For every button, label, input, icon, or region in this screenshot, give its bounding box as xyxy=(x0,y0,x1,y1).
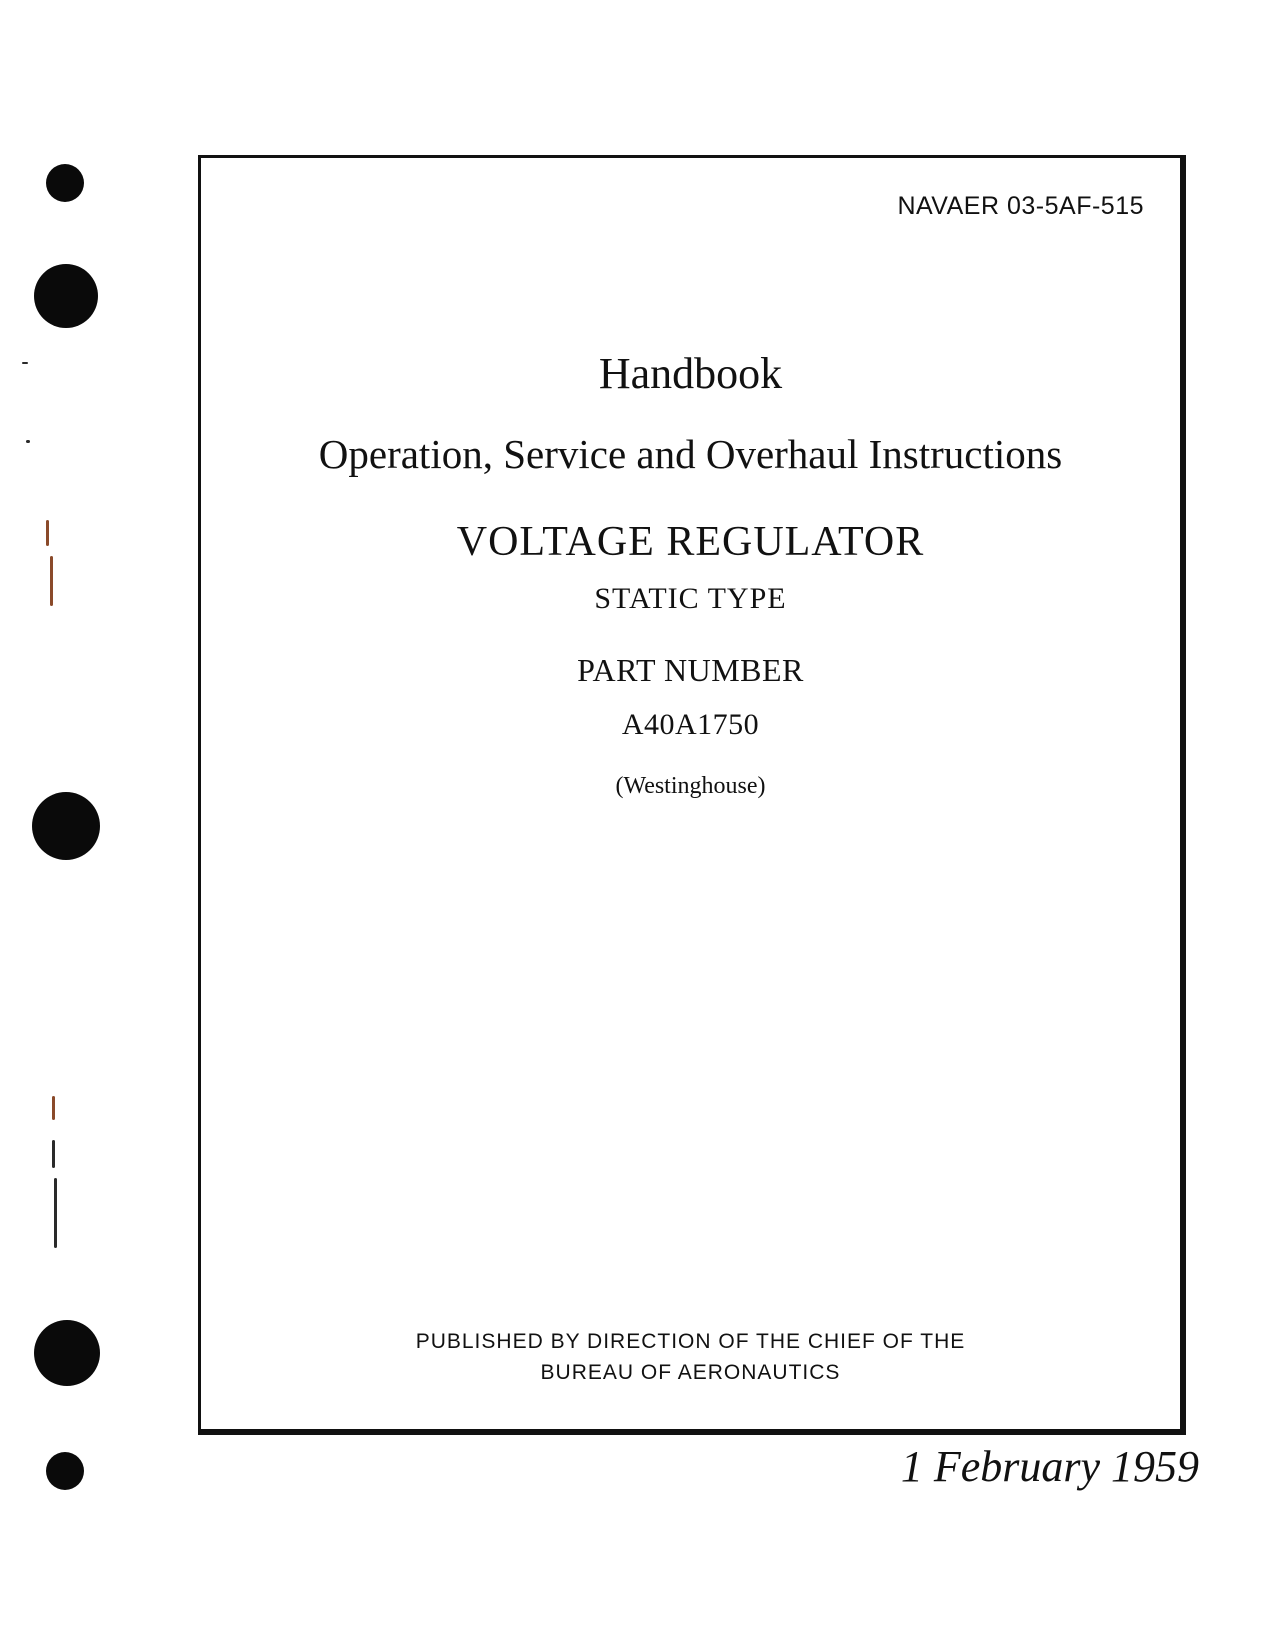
scan-mark xyxy=(26,440,30,443)
manufacturer: (Westinghouse) xyxy=(615,773,766,799)
scan-mark xyxy=(46,520,49,546)
punch-hole xyxy=(32,792,100,860)
punch-hole xyxy=(34,1320,100,1386)
product-name: VOLTAGE REGULATOR xyxy=(456,519,925,565)
publisher-line-2: BUREAU OF AERONAUTICS xyxy=(540,1361,841,1384)
scan-mark xyxy=(50,556,53,606)
product-type: STATIC TYPE xyxy=(594,582,787,615)
part-number-label: PART NUMBER xyxy=(577,652,804,688)
publisher-statement xyxy=(201,1326,1180,1388)
scan-mark xyxy=(52,1096,55,1120)
part-number: A40A1750 xyxy=(621,708,760,741)
instructions-heading: Operation, Service and Overhaul Instructions xyxy=(318,431,1063,477)
publication-date: 1 February 1959 xyxy=(900,1442,1199,1491)
scan-mark xyxy=(52,1140,55,1168)
punch-hole xyxy=(46,164,84,202)
scan-mark xyxy=(22,362,28,364)
publisher-line-1: PUBLISHED BY DIRECTION OF THE CHIEF OF THE xyxy=(415,1330,966,1353)
punch-hole xyxy=(34,264,98,328)
punch-hole xyxy=(46,1452,84,1490)
scan-mark xyxy=(54,1178,57,1248)
cover-frame xyxy=(198,155,1186,1435)
document-number: NAVAER 03-5AF-515 xyxy=(897,192,1144,220)
handbook-heading: Handbook xyxy=(598,349,783,398)
